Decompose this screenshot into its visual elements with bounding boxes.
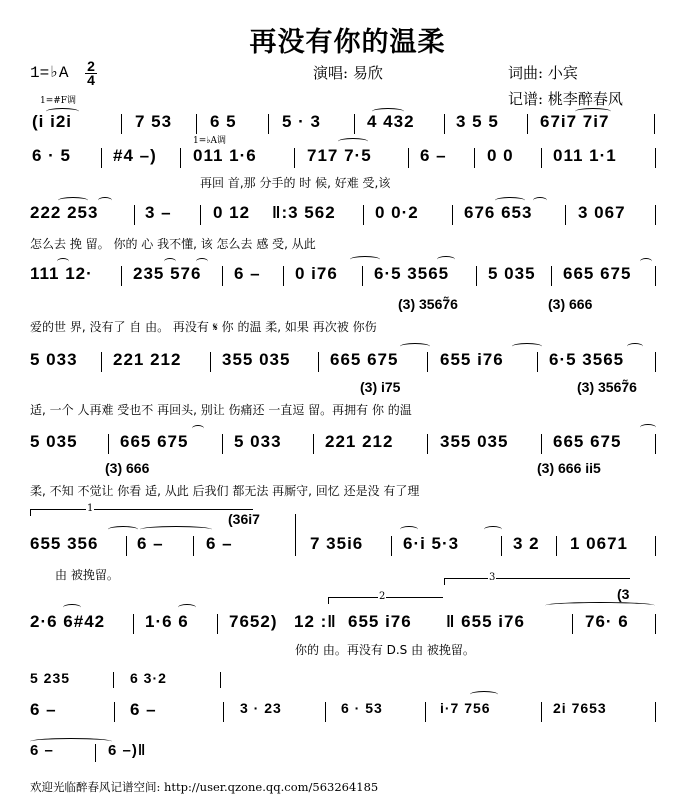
measure: 717 7·5 xyxy=(307,146,372,165)
time-sig-top: 2 xyxy=(85,60,97,74)
measure: 1 0671 xyxy=(570,534,628,553)
measure: 3 2 xyxy=(513,534,540,553)
measure: 2i 7653 xyxy=(553,700,607,716)
score-line-5 xyxy=(0,350,695,380)
score-line-3 xyxy=(0,203,695,233)
singer-credit: 演唱: 易欣 xyxy=(313,64,383,82)
score-line-6 xyxy=(0,432,695,462)
lyrics-line-8: 你的 由。再没有 D.S 由 被挽留。 xyxy=(295,643,475,657)
measure: 6 – xyxy=(30,742,54,759)
measure: 655 i76 xyxy=(440,350,504,369)
alternate-notes: (3) 666 xyxy=(105,460,150,476)
measure: 221 212 xyxy=(325,432,394,451)
measure: 0 0·2 xyxy=(375,203,419,222)
measure: 6 –)‖ xyxy=(108,742,147,759)
measure: 665 675 xyxy=(120,432,189,451)
measure: 6 – xyxy=(130,700,157,719)
measure: 5 033 xyxy=(30,350,78,369)
alternate-notes: (3) 3567̃6 xyxy=(398,296,458,312)
measure: 6 – xyxy=(420,146,447,165)
intro-notes: (36i7 xyxy=(228,511,260,527)
measure: 5 033 xyxy=(234,432,282,451)
volta-label-2: 2 xyxy=(379,591,386,602)
alternate-notes: (3) 666 ii5 xyxy=(537,460,601,476)
lyrics-line-7: 由 被挽留。 xyxy=(55,568,119,582)
measure: 3 5 5 xyxy=(456,112,499,131)
lyrics-line-2: 再回 首,那 分手的 时 候, 好难 受,该 xyxy=(200,176,391,190)
lyrics-line-6: 柔, 不知 不觉让 你看 适, 从此 后我们 都无法 再厮守, 回忆 还是没 有了理 xyxy=(30,484,420,498)
key-signature: 1=♭A xyxy=(30,64,69,82)
score-line-4 xyxy=(0,264,695,294)
lyrics-line-4: 爱的世 界, 没有了 自 由。 再没有 𝄋 你 的温 柔, 如果 再次被 你伤 xyxy=(30,320,377,334)
alternate-notes: (3) i75 xyxy=(360,379,401,395)
measure: 12 :‖ xyxy=(294,612,337,631)
measure: 1·6 6 xyxy=(145,612,189,631)
measure: 222 253 xyxy=(30,203,99,222)
measure: 355 035 xyxy=(222,350,291,369)
composer-credit: 词曲: 小宾 xyxy=(508,64,578,82)
measure: 6·i 5·3 xyxy=(403,534,460,553)
key-change-label-2: 1=♭A调 xyxy=(193,136,227,146)
measure: 76· 6 xyxy=(585,612,629,631)
measure: 6 – xyxy=(30,700,57,719)
measure: 0 0 xyxy=(487,146,514,165)
measure: 5 035 xyxy=(30,432,78,451)
measure: 7 53 xyxy=(135,112,173,131)
measure: #4 –) xyxy=(113,146,157,165)
measure: 676 653 xyxy=(464,203,533,222)
footer-credit: 欢迎光临醉春风记谱空间: http://user.qzone.qq.com/563264185 xyxy=(30,780,379,794)
measure: 6 – xyxy=(206,534,233,553)
time-sig-bottom: 4 xyxy=(87,72,95,88)
measure: 111 12· xyxy=(30,264,93,283)
measure: i·7 756 xyxy=(440,700,491,716)
measure: 2·6 6#42 xyxy=(30,612,106,631)
measure: 0 i76 xyxy=(295,264,338,283)
measure: 3 067 xyxy=(578,203,626,222)
key-change-label-1: 1=#F调 xyxy=(40,96,77,106)
measure: 6·5 3565 xyxy=(374,264,450,283)
measure: 6 · 53 xyxy=(341,700,383,716)
measure: 011 1·1 xyxy=(553,146,617,165)
volta-bracket-3 xyxy=(444,578,630,585)
measure: 665 675 xyxy=(330,350,399,369)
volta-label-3: 3 xyxy=(489,572,496,583)
volta-bracket-1 xyxy=(30,509,253,516)
measure: 3 · 23 xyxy=(240,700,282,716)
score-line-10 xyxy=(0,742,695,768)
measure: 7 35i6 xyxy=(310,534,364,553)
alternate-notes: (3) 666 xyxy=(548,296,593,312)
measure: 5 035 xyxy=(488,264,536,283)
volta-label-1: 1 xyxy=(87,503,94,514)
lyrics-line-5: 适, 一个 人再难 受也不 再回头, 别让 伤痛还 一直逗 留。再拥有 你 的温 xyxy=(30,403,412,417)
transcriber-credit: 记谱: 桃李醉春风 xyxy=(508,90,623,108)
measure: 665 675 xyxy=(563,264,632,283)
coda-start: (3 xyxy=(617,586,630,602)
measure: 7652) xyxy=(229,612,278,631)
measure: 6 5 xyxy=(210,112,237,131)
measure: 665 675 xyxy=(553,432,622,451)
measure: 011 1·6 xyxy=(193,146,257,165)
measure: 5 · 3 xyxy=(282,112,322,131)
measure: 6 – xyxy=(137,534,164,553)
measure: 355 035 xyxy=(440,432,509,451)
measure: 6·5 3565 xyxy=(549,350,625,369)
measure: 655 i76 xyxy=(348,612,412,631)
measure: 3 – xyxy=(145,203,172,222)
alternate-notes: (3) 3567̃6 xyxy=(577,379,637,395)
measure: 67i7 7i7 xyxy=(540,112,610,131)
measure: 5 235 xyxy=(30,670,71,686)
measure: 6 – xyxy=(234,264,261,283)
measure: (i i2i xyxy=(32,112,73,131)
measure: ‖ 655 i76 xyxy=(446,612,525,631)
measure: 235 576 xyxy=(133,264,202,283)
song-title: 再没有你的温柔 xyxy=(249,27,446,58)
score-line-2 xyxy=(0,142,695,172)
score-line-1 xyxy=(0,108,695,138)
measure: ‖:3 562 xyxy=(272,203,336,222)
lyrics-line-3: 怎么去 挽 留。 你的 心 我不懂, 该 怎么去 感 受, 从此 xyxy=(30,237,316,251)
time-signature xyxy=(85,60,97,87)
measure: 6 3·2 xyxy=(130,670,167,686)
score-line-9-upper xyxy=(0,670,695,692)
measure: 4 432 xyxy=(367,112,415,131)
measure: 221 212 xyxy=(113,350,182,369)
measure: 6 · 5 xyxy=(32,146,72,165)
measure: 655 356 xyxy=(30,534,99,553)
score-line-8 xyxy=(0,612,695,642)
measure: 0 12 xyxy=(213,203,251,222)
score-line-7 xyxy=(0,534,695,564)
score-line-9 xyxy=(0,700,695,730)
